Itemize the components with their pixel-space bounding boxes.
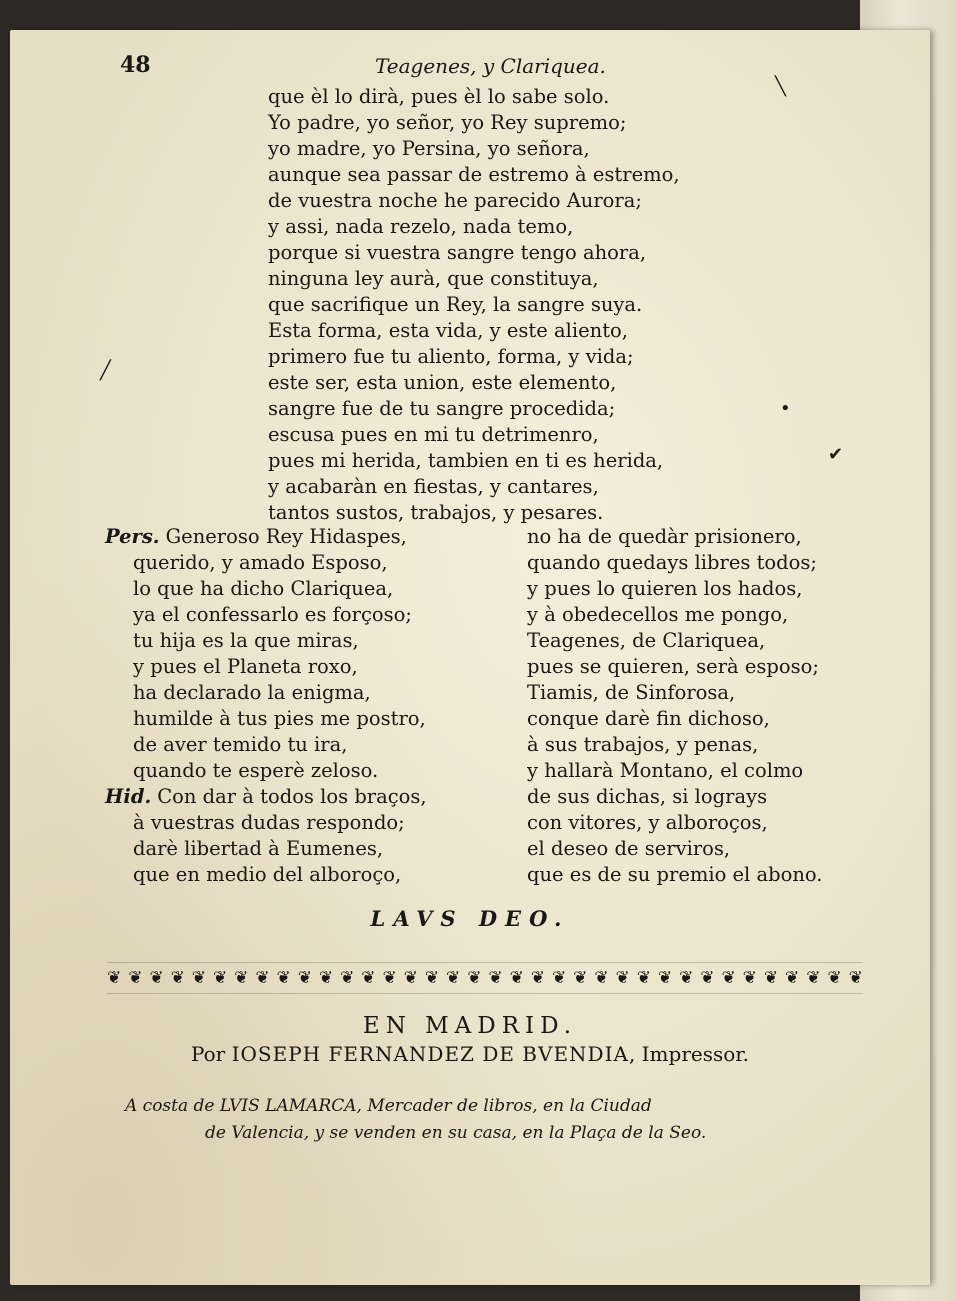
fleuron-border-icon: ❦ — [509, 968, 524, 988]
fleuron-border-icon: ❦ — [594, 968, 609, 988]
verse-line: este ser, esta union, este elemento, — [268, 371, 617, 394]
verse-line: pues se quieren, serà esposo; — [527, 655, 819, 678]
fleuron-border-icon: ❦ — [297, 968, 312, 988]
verse-line — [105, 784, 427, 810]
ink-speck-icon: ╲ — [775, 76, 786, 97]
fleuron-border-icon: ❦ — [234, 968, 249, 988]
verse-line: y acabaràn en fiestas, y cantares, — [268, 475, 599, 498]
fleuron-border-icon: ❦ — [276, 968, 291, 988]
verse-line: quando quedays libres todos; — [527, 551, 817, 574]
fleuron-border-icon: ❦ — [446, 968, 461, 988]
fleuron-border-icon: ❦ — [848, 968, 863, 988]
fleuron-border-icon: ❦ — [700, 968, 715, 988]
verse-line: sangre fue de tu sangre procedida; — [268, 397, 616, 420]
fleuron-border-icon: ❦ — [551, 968, 567, 988]
verse-line: primero fue tu aliento, forma, y vida; — [268, 345, 634, 368]
bookseller-line-1: A costa de LVIS LAMARCA, Mercader de libros, en la Ciudad — [125, 1096, 652, 1116]
verse-line: pues mi herida, tambien en ti es herida, — [268, 449, 664, 472]
speaker-label: Pers. — [105, 525, 160, 548]
verse-line: à vuestras dudas respondo; — [133, 811, 405, 834]
fleuron-border-icon: ❦ — [382, 968, 397, 988]
fleuron-border-icon: ❦ — [424, 968, 440, 988]
fleuron-border-icon: ❦ — [128, 968, 143, 988]
fleuron-border-icon: ❦ — [255, 968, 270, 988]
verse-line: de aver temido tu ira, — [133, 733, 348, 756]
verse-line: querido, y amado Esposo, — [133, 551, 388, 574]
verse-line: conque darè fin dichoso, — [527, 707, 770, 730]
verse-line: el deseo de serviros, — [527, 837, 731, 860]
fleuron-border-icon: ❦ — [403, 968, 418, 988]
verse-line: de sus dichas, si lograys — [527, 785, 768, 808]
top-verse-block — [268, 84, 680, 526]
printer-prefix: Por — [190, 1042, 226, 1066]
laus-deo-colophon: LAVS DEO. — [370, 906, 570, 931]
verse-text: Generoso Rey Hidaspes, — [165, 525, 407, 548]
fleuron-border-icon: ❦ — [615, 968, 630, 988]
ink-speck-icon: ✔ — [828, 444, 844, 465]
verse-line: que en medio del alboroço, — [133, 863, 402, 886]
verse-line: y assi, nada rezelo, nada temo, — [268, 215, 574, 238]
verse-line: lo que ha dicho Clariquea, — [133, 577, 394, 600]
fleuron-border-icon: ❦ — [806, 968, 821, 988]
fleuron-border-icon: ❦ — [318, 968, 334, 988]
fleuron-border-icon: ❦ — [657, 968, 673, 988]
imprint-printer — [10, 1042, 930, 1066]
verse-line: tu hija es la que miras, — [133, 629, 359, 652]
verse-line: que sacrifique un Rey, la sangre suya. — [268, 293, 643, 316]
verse-line: à sus trabajos, y penas, — [527, 733, 759, 756]
verse-text: Con dar à todos los braços, — [157, 785, 427, 808]
page-header — [120, 52, 820, 82]
left-verse-column — [105, 524, 427, 888]
fleuron-border-icon: ❦ — [149, 968, 164, 988]
right-verse-column — [527, 524, 823, 888]
fleuron-border-icon: ❦ — [742, 968, 757, 988]
fleuron-border-icon: ❦ — [488, 968, 503, 988]
fleuron-border-icon: ❦ — [467, 968, 482, 988]
fleuron-border-icon: ❦ — [785, 968, 800, 988]
verse-line: y pues lo quieren los hados, — [527, 577, 803, 600]
speaker-label: Hid. — [105, 785, 152, 808]
verse-line — [105, 524, 427, 550]
fleuron-border-icon: ❦ — [679, 968, 694, 988]
verse-line: Yo padre, yo señor, yo Rey supremo; — [268, 111, 627, 134]
verse-line: Esta forma, esta vida, y este aliento, — [268, 319, 628, 342]
verse-line: humilde à tus pies me postro, — [133, 707, 426, 730]
verse-line: ya el confessarlo es forçoso; — [133, 603, 412, 626]
bookseller-line-2: de Valencia, y se venden en su casa, en la Plaça de la Seo. — [205, 1123, 707, 1143]
fleuron-border-icon: ❦ — [191, 968, 206, 988]
printer-suffix: , Impressor. — [628, 1042, 750, 1066]
page-number: 48 — [120, 52, 151, 78]
imprint-bookseller — [125, 1093, 845, 1147]
verse-line: tantos sustos, trabajos, y pesares. — [268, 501, 604, 524]
fleuron-border-icon: ❦ — [361, 968, 376, 988]
verse-line: quando te esperè zeloso. — [133, 759, 379, 782]
fleuron-border-icon: ❦ — [827, 968, 842, 988]
ink-speck-icon: • — [780, 398, 791, 419]
verse-line: que es de su premio el abono. — [527, 863, 823, 886]
verse-line: y à obedecellos me pongo, — [527, 603, 789, 626]
verse-line: porque si vuestra sangre tengo ahora, — [268, 241, 647, 264]
verse-line: aunque sea passar de estremo à estremo, — [268, 163, 680, 186]
ink-speck-icon: ╱ — [100, 360, 111, 381]
verse-line: yo madre, yo Persina, yo señora, — [268, 137, 590, 160]
fleuron-border-icon: ❦ — [530, 968, 545, 988]
verse-line: con vitores, y alboroços, — [527, 811, 768, 834]
verse-line: y hallarà Montano, el colmo — [527, 759, 804, 782]
verse-line: escusa pues en mi tu detrimenro, — [268, 423, 599, 446]
verse-line: no ha de quedàr prisionero, — [527, 525, 802, 548]
fleuron-border-icon: ❦ — [763, 968, 779, 988]
verse-line: Tiamis, de Sinforosa, — [527, 681, 736, 704]
verse-line: ha declarado la enigma, — [133, 681, 371, 704]
fleuron-border-icon: ❦ — [340, 968, 355, 988]
ornament-border — [107, 962, 863, 994]
fleuron-border-icon: ❦ — [170, 968, 185, 988]
verse-line: y pues el Planeta roxo, — [133, 655, 358, 678]
verse-line: que èl lo dirà, pues èl lo sabe solo. — [268, 85, 610, 108]
fleuron-border-icon: ❦ — [636, 968, 651, 988]
verse-line: ninguna ley aurà, que constituya, — [268, 267, 599, 290]
fleuron-border-icon: ❦ — [212, 968, 228, 988]
fleuron-border-icon: ❦ — [107, 968, 122, 988]
fleuron-border-icon: ❦ — [721, 968, 736, 988]
verse-line: darè libertad à Eumenes, — [133, 837, 384, 860]
printer-name: IOSEPH FERNANDEZ DE BVENDIA — [231, 1042, 629, 1066]
verse-line: de vuestra noche he parecido Aurora; — [268, 189, 642, 212]
verse-line: Teagenes, de Clariquea, — [527, 629, 766, 652]
running-title: Teagenes, y Clariquea. — [375, 54, 606, 78]
imprint-city: EN MADRID. — [362, 1013, 578, 1039]
fleuron-border-icon: ❦ — [573, 968, 588, 988]
page-sheet — [10, 30, 930, 1285]
